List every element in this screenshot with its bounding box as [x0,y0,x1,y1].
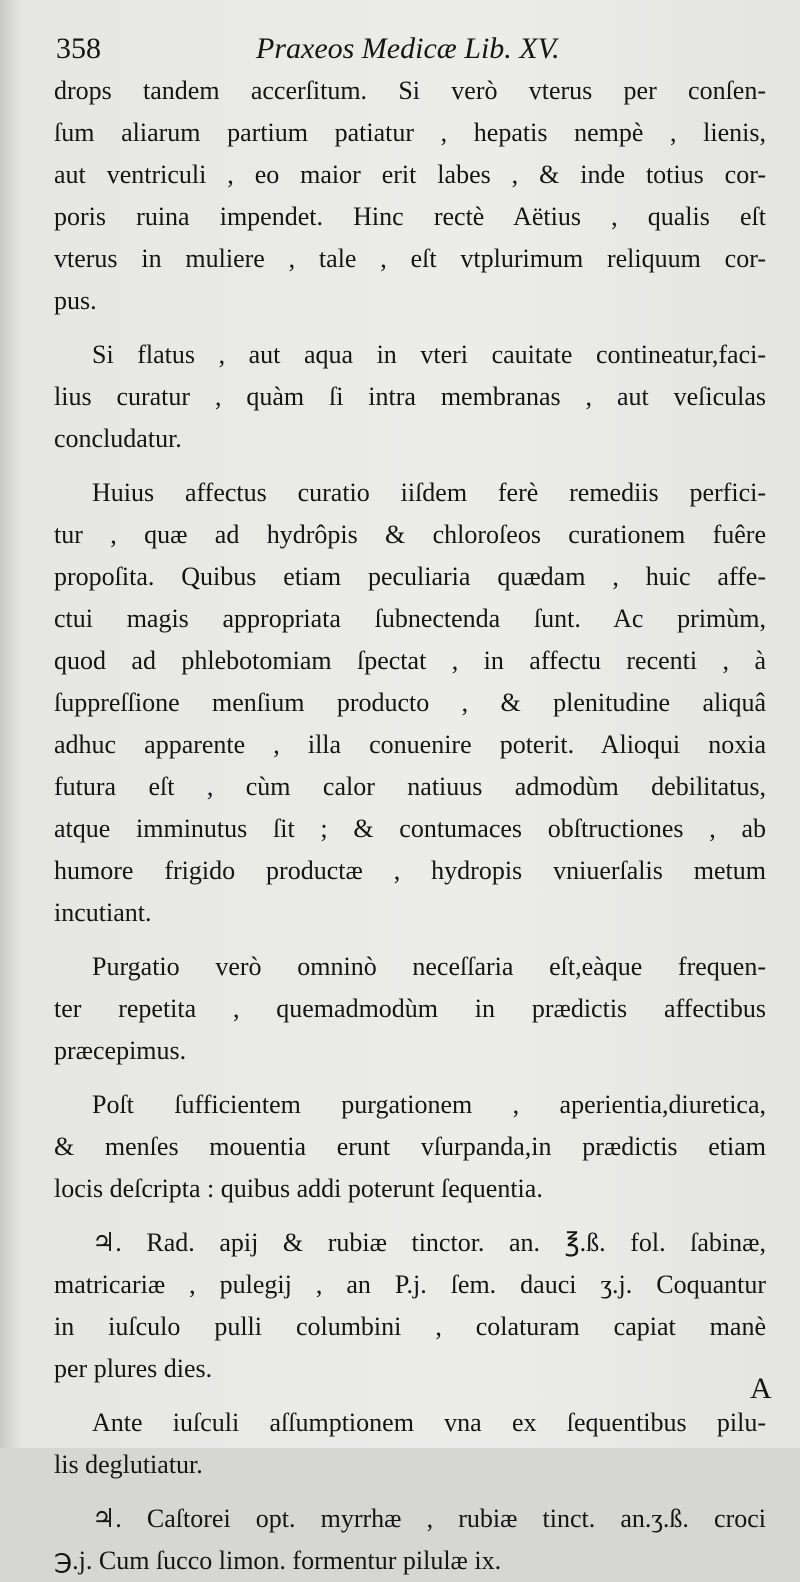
text-line: vterus in muliere , tale , eſt vtplurimum reliquum cor- [54,244,766,273]
text-line: pus. [54,286,97,315]
text-line: lis deglutiatur. [54,1450,203,1479]
text-line: Poſt ſufficientem purgationem , aperientia,diuretica, [92,1090,766,1119]
page-number: 358 [56,32,101,65]
text-line: concludatur. [54,424,182,453]
text-line: locis deſcripta : quibus addi poterunt ſequentia. [54,1174,543,1203]
text-line: Huius affectus curatio iiſdem ferè remediis perfici- [92,478,766,507]
text-line: Si flatus , aut aqua in vteri cauitate contineatur,faci- [92,340,766,369]
recipe-line: matricariæ , pulegij , an P.j. ſem. dauci ʒ.j. Coquantur [54,1270,766,1299]
text-line: & menſes mouentia erunt vſurpanda,in prædictis etiam [54,1132,766,1161]
text-line: humore frigido productæ , hydropis vniuerſalis metum [54,856,766,885]
text-line: lius curatur , quàm ſi intra membranas , aut veſiculas [54,382,766,411]
text-line: adhuc apparente , illa conuenire poterit. Alioqui noxia [54,730,766,759]
catchword: A [750,1372,772,1405]
recipe-line: ♃. Rad. apij & rubiæ tinctor. an. ℥.ß. fol. ſabinæ, [92,1228,766,1257]
recipe-line: per plures dies. [54,1354,213,1383]
body-text [54,70,766,1582]
text-line: quod ad phlebotomiam ſpectat , in affectu recenti , à [54,646,766,675]
recipe-line: ♃. Caſtorei opt. myrrhæ , rubiæ tinct. an.ʒ.ß. croci [92,1504,766,1533]
running-head [56,28,756,72]
text-line: præcepimus. [54,1036,187,1065]
text-line: ter repetita , quemadmodùm in prædictis affectibus [54,994,766,1023]
text-line: tur , quæ ad hydrôpis & chloroſeos curationem fuêre [54,520,766,549]
text-line: ctui magis appropriata ſubnectenda ſunt. Ac primùm, [54,604,766,633]
text-line: futura eſt , cùm calor natiuus admodùm debilitatus, [54,772,766,801]
text-line: poris ruina impendet. Hinc rectè Aëtius , qualis eſt [54,202,766,231]
running-title: Praxeos Medicæ Lib. XV. [256,32,560,65]
text-line: aut ventriculi , eo maior erit labes , & inde totius cor- [54,160,766,189]
text-line: Purgatio verò omninò neceſſaria eſt,eàque frequen- [92,952,766,981]
text-line: ſum aliarum partium patiatur , hepatis nempè , lienis, [54,118,766,147]
recipe-line: ℈.j. Cum ſucco limon. formentur pilulæ ix. [54,1546,502,1575]
text-line: propoſita. Quibus etiam peculiaria quædam , huic affe- [54,562,766,591]
text-line: ſuppreſſione menſium producto , & plenitudine aliquâ [54,688,766,717]
text-line: incutiant. [54,898,152,927]
recipe-line: in iuſculo pulli columbini , colaturam capiat manè [54,1312,766,1341]
text-line: Ante iuſculi aſſumptionem vna ex ſequentibus pilu- [92,1408,766,1437]
text-line: drops tandem accerſitum. Si verò vterus per conſen- [54,76,766,105]
text-line: atque imminutus ſit ; & contumaces obſtructiones , ab [54,814,766,843]
